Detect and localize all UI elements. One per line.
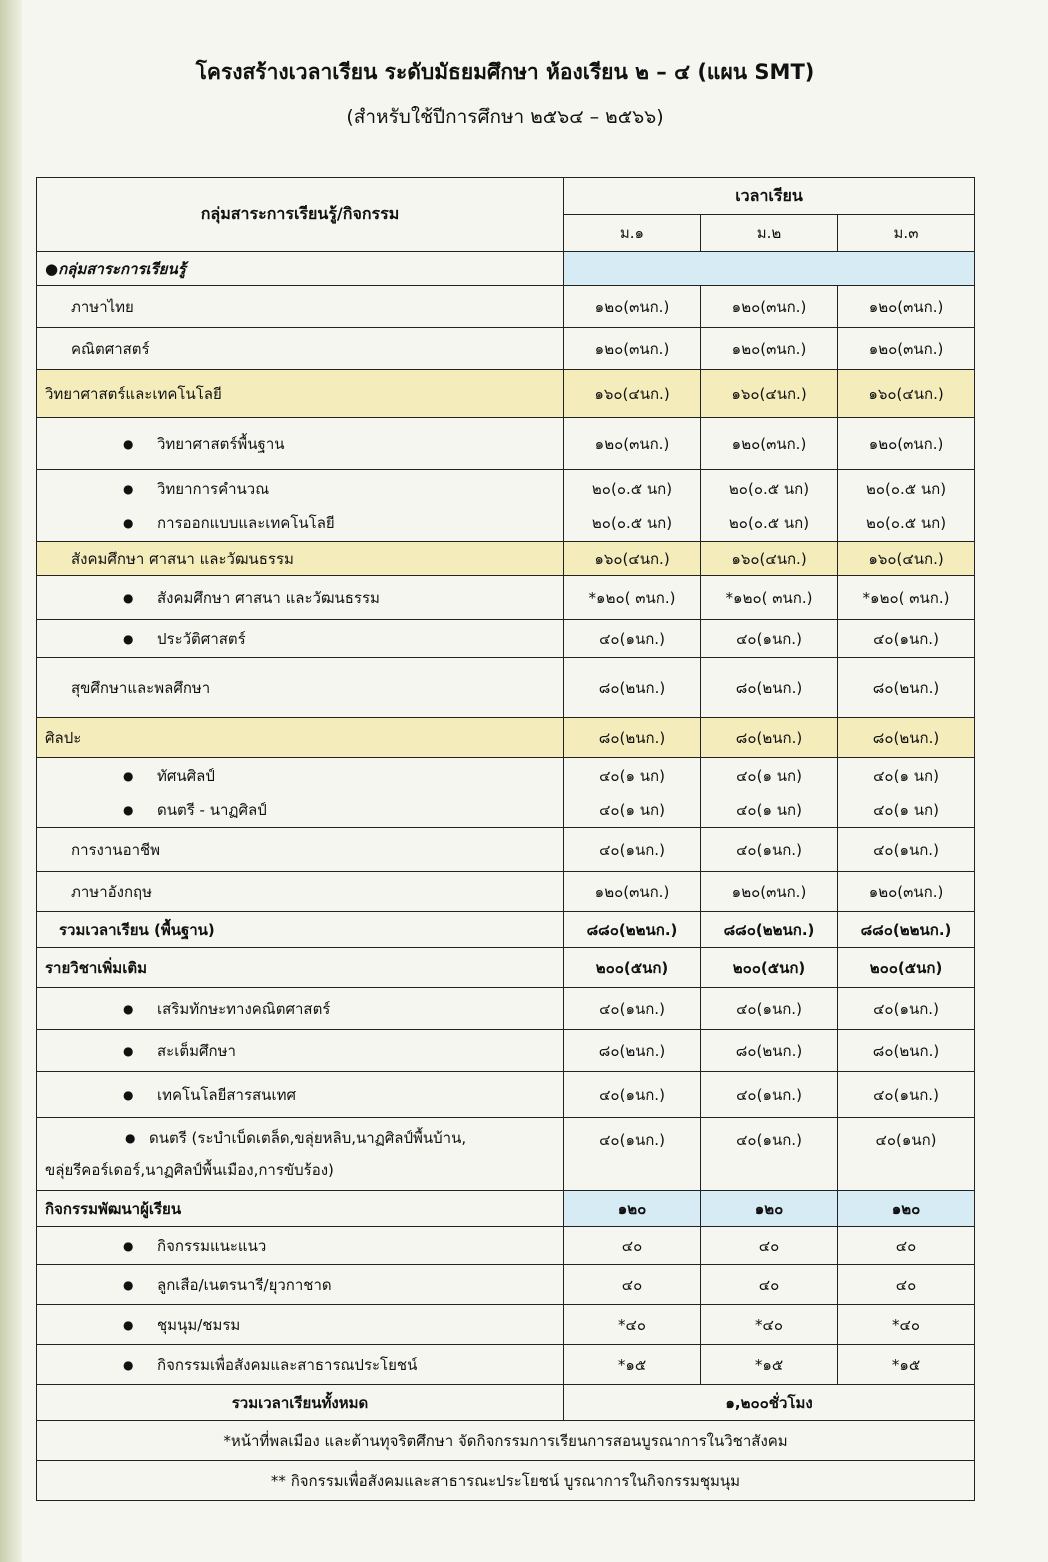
cell-m3: ๔๐ [838, 1265, 975, 1305]
row-label-cell [37, 1072, 564, 1118]
row-label-cell [37, 988, 564, 1030]
cell-m1: ๔๐ [564, 1265, 701, 1305]
bullet-icon: ● [123, 1238, 134, 1253]
value: ๔๐(๑ นก) [873, 800, 939, 819]
table-row-ict [37, 1072, 975, 1118]
table-row-public-service [37, 1345, 975, 1385]
row-label-cell [37, 1265, 564, 1305]
cell-m2: ๘๐(๒นก.) [701, 1030, 838, 1072]
cell-m2: ๔๐(๑นก.) [701, 620, 838, 658]
cell-m2: ๘๐(๒นก.) [701, 718, 838, 758]
row-label-continued: ขลุ่ยรีคอร์เดอร์,นาฏศิลป์พื้นเมือง,การขับร้อง) [45, 1161, 334, 1179]
row-label: การออกแบบและเทคโนโลยี [157, 513, 335, 532]
cell-m3: ๔๐(๑นก.) [838, 988, 975, 1030]
row-label-cell [37, 1118, 564, 1191]
cell-m1: ๔๐(๑นก.) [564, 988, 701, 1030]
row-label: กิจกรรมแนะแนว [157, 1236, 267, 1255]
header-row-1 [37, 178, 975, 215]
cell-m3: ๑๒๐(๓นก.) [838, 872, 975, 912]
table-row-english [37, 872, 975, 912]
page-subtitle: (สำหรับใช้ปีการศึกษา ๒๕๖๔ – ๒๕๖๖) [346, 106, 664, 128]
row-label: คณิตศาสตร์ [37, 328, 564, 370]
value: ๔๐(๑ นก) [599, 800, 665, 819]
page-edge-shadow [0, 0, 22, 1562]
cell-m2: ๔๐(๑นก.) [701, 988, 838, 1030]
section-core-label: ●กลุ่มสาระการเรียนรู้ [37, 252, 564, 286]
cell-m1 [564, 470, 701, 542]
cell-m1: ๘๐(๒นก.) [564, 1030, 701, 1072]
header-grade-3: ม.๓ [838, 215, 975, 252]
table-row-guidance [37, 1227, 975, 1265]
table-row-total-basic [37, 912, 975, 948]
cell-m2: ๑๒๐(๓นก.) [701, 328, 838, 370]
cell-m2: *๔๐ [701, 1305, 838, 1345]
cell-m3: ๑๒๐ [838, 1191, 975, 1227]
row-label: กิจกรรมพัฒนาผู้เรียน [37, 1191, 564, 1227]
cell-m3: ๑๒๐(๓นก.) [838, 328, 975, 370]
table-row-grand-total [37, 1385, 975, 1421]
cell-m1: ๑๖๐(๔นก.) [564, 370, 701, 418]
row-label-cell [37, 1345, 564, 1385]
bullet-icon: ● [123, 1087, 134, 1102]
table-row-computing-design [37, 470, 975, 542]
table-row-music-extra [37, 1118, 975, 1191]
bullet-icon: ● [123, 631, 134, 646]
row-label: วิทยาการคำนวณ [157, 479, 270, 498]
cell-m3: ๑๖๐(๔นก.) [838, 370, 975, 418]
footnote-1: *หน้าที่พลเมือง และต้านทุจริตศึกษา จัดกิจกรรมการเรียนการสอนบูรณาการในวิชาสังคม [37, 1421, 975, 1461]
row-label: ลูกเสือ/เนตรนารี/ยุวกาชาด [157, 1275, 332, 1294]
row-label: สะเต็มศึกษา [157, 1041, 236, 1060]
value: ๔๐(๑ นก) [873, 766, 939, 785]
row-label-cell [37, 620, 564, 658]
row-label: เทคโนโลยีสารสนเทศ [157, 1085, 296, 1104]
value: ๔๐(๑ นก) [736, 766, 802, 785]
table-row-social [37, 542, 975, 576]
row-label: ทัศนศิลป์ [157, 766, 215, 785]
header-subject: กลุ่มสาระการเรียนรู้/กิจกรรม [37, 178, 564, 252]
grand-total-value: ๑,๒๐๐ชั่วโมง [564, 1385, 975, 1421]
cell-m2: ๔๐ [701, 1227, 838, 1265]
cell-m3: *๔๐ [838, 1305, 975, 1345]
cell-m3: ๔๐(๑นก.) [838, 828, 975, 872]
row-label-cell [37, 1227, 564, 1265]
cell-m3: ๑๖๐(๔นก.) [838, 542, 975, 576]
cell-m2 [701, 758, 838, 828]
cell-m3: ๒๐๐(๕นก) [838, 948, 975, 988]
bullet-icon: ● [123, 481, 134, 496]
value: ๒๐(๐.๕ นก) [728, 479, 810, 498]
table-row-steam [37, 1030, 975, 1072]
value: ๒๐(๐.๕ นก) [865, 513, 947, 532]
table-row-arts [37, 718, 975, 758]
bullet-icon: ● [123, 1277, 134, 1292]
value: ๒๐(๐.๕ นก) [591, 513, 673, 532]
cell-m3: ๘๐(๒นก.) [838, 718, 975, 758]
table-row-history [37, 620, 975, 658]
row-label-cell [37, 758, 564, 828]
cell-m1: ๔๐(๑นก.) [564, 620, 701, 658]
table-row-math-skill [37, 988, 975, 1030]
value: ๔๐(๑ นก) [599, 766, 665, 785]
row-label: ภาษาอังกฤษ [37, 872, 564, 912]
header-time: เวลาเรียน [564, 178, 975, 215]
cell-m1: ๑๖๐(๔นก.) [564, 542, 701, 576]
cell-m2: ๔๐(๑นก.) [701, 828, 838, 872]
cell-m2: ๘๘๐(๒๒นก.) [701, 912, 838, 948]
cell-m2: ๑๖๐(๔นก.) [701, 542, 838, 576]
row-label: ดนตรี (ระบำเบ็ดเตล็ด,ขลุ่ยหลิบ,นาฏศิลป์พื้นบ้าน, [149, 1129, 467, 1147]
table-row-thai [37, 286, 975, 328]
value: ๒๐(๐.๕ นก) [728, 513, 810, 532]
value: ๒๐(๐.๕ นก) [591, 479, 673, 498]
row-label: ประวัติศาสตร์ [157, 629, 246, 648]
cell-m2: ๑๒๐(๓นก.) [701, 286, 838, 328]
cell-m1: ๔๐ [564, 1227, 701, 1265]
cell-m1: ๘๐(๒นก.) [564, 718, 701, 758]
cell-m1: *๔๐ [564, 1305, 701, 1345]
bullet-icon: ● [123, 1043, 134, 1058]
cell-m1: ๒๐๐(๕นก) [564, 948, 701, 988]
cell-m1: ๘๘๐(๒๒นก.) [564, 912, 701, 948]
row-label: รายวิชาเพิ่มเติม [37, 948, 564, 988]
note-row-1 [37, 1421, 975, 1461]
cell-m1: ๔๐(๑นก.) [564, 828, 701, 872]
row-label: เสริมทักษะทางคณิตศาสตร์ [157, 999, 331, 1018]
section-core-fill [564, 252, 975, 286]
row-label-cell [37, 418, 564, 470]
cell-m2: ๔๐(๑นก.) [701, 1072, 838, 1118]
row-label: วิทยาศาสตร์และเทคโนโลยี [37, 370, 564, 418]
cell-m2: ๑๒๐ [701, 1191, 838, 1227]
row-label-cell [37, 470, 564, 542]
value: ๔๐(๑ นก) [736, 800, 802, 819]
row-label: รวมเวลาเรียน (พื้นฐาน) [37, 912, 564, 948]
table-row-activities [37, 1191, 975, 1227]
cell-m3 [838, 758, 975, 828]
table-row-arts-sub [37, 758, 975, 828]
cell-m1: ๑๒๐(๓นก.) [564, 872, 701, 912]
cell-m1: ๑๒๐(๓นก.) [564, 286, 701, 328]
cell-m1: ๔๐(๑นก.) [564, 1072, 701, 1118]
cell-m2: ๑๖๐(๔นก.) [701, 370, 838, 418]
cell-m2: *๑๕ [701, 1345, 838, 1385]
bullet-icon: ● [123, 436, 134, 451]
cell-m3: ๘๐(๒นก.) [838, 1030, 975, 1072]
cell-m2: ๒๐๐(๕นก) [701, 948, 838, 988]
row-label: ภาษาไทย [37, 286, 564, 328]
cell-m3: ๑๒๐(๓นก.) [838, 286, 975, 328]
cell-m2: *๑๒๐( ๓นก.) [701, 576, 838, 620]
bullet-icon: ● [123, 1317, 134, 1332]
row-label-cell [37, 1030, 564, 1072]
table-row-math [37, 328, 975, 370]
bullet-icon: ● [123, 768, 134, 783]
cell-m2: ๑๒๐(๓นก.) [701, 418, 838, 470]
table-row-science-basic [37, 418, 975, 470]
table-row-clubs [37, 1305, 975, 1345]
row-label: ชุมนุม/ชมรม [157, 1315, 241, 1334]
bullet-icon: ● [123, 1001, 134, 1016]
table-row-scouts [37, 1265, 975, 1305]
table-row-career [37, 828, 975, 872]
row-label: วิทยาศาสตร์พื้นฐาน [157, 434, 285, 453]
row-label: สังคมศึกษา ศาสนา และวัฒนธรรม [37, 542, 564, 576]
bullet-icon: ● [123, 590, 134, 605]
value: ๒๐(๐.๕ นก) [865, 479, 947, 498]
row-label-cell [37, 1305, 564, 1345]
table-row-social-sub [37, 576, 975, 620]
table-row-science [37, 370, 975, 418]
bullet-icon: ● [123, 1357, 134, 1372]
row-label-cell [37, 576, 564, 620]
row-label: การงานอาชีพ [37, 828, 564, 872]
header-grade-1: ม.๑ [564, 215, 701, 252]
cell-m3: *๑๒๐( ๓นก.) [838, 576, 975, 620]
bullet-icon: ● [123, 515, 134, 530]
cell-m3: ๔๐(๑นก) [838, 1118, 975, 1191]
page-title: โครงสร้างเวลาเรียน ระดับมัธยมศึกษา ห้องเรียน ๒ – ๔ (แผน SMT) [195, 60, 815, 84]
table-row-health [37, 658, 975, 718]
bullet-icon: ● [123, 802, 134, 817]
footnote-2: ** กิจกรรมเพื่อสังคมและสาธารณะประโยชน์ บูรณาการในกิจกรรมชุมนุม [37, 1461, 975, 1501]
row-label: ดนตรี - นาฏศิลป์ [157, 800, 267, 819]
cell-m3: ๘๐(๒นก.) [838, 658, 975, 718]
header-grade-2: ม.๒ [701, 215, 838, 252]
cell-m3: ๔๐ [838, 1227, 975, 1265]
cell-m1: ๔๐(๑นก.) [564, 1118, 701, 1191]
cell-m1: *๑๕ [564, 1345, 701, 1385]
cell-m2: ๔๐ [701, 1265, 838, 1305]
cell-m1: ๘๐(๒นก.) [564, 658, 701, 718]
cell-m2: ๑๒๐(๓นก.) [701, 872, 838, 912]
cell-m3: ๑๒๐(๓นก.) [838, 418, 975, 470]
bullet-icon: ● [125, 1131, 136, 1145]
cell-m3: ๔๐(๑นก.) [838, 1072, 975, 1118]
row-label: ศิลปะ [37, 718, 564, 758]
cell-m3: ๔๐(๑นก.) [838, 620, 975, 658]
cell-m1: ๑๒๐(๓นก.) [564, 328, 701, 370]
cell-m3: *๑๕ [838, 1345, 975, 1385]
grand-total-label: รวมเวลาเรียนทั้งหมด [37, 1385, 564, 1421]
row-label: สังคมศึกษา ศาสนา และวัฒนธรรม [157, 588, 380, 607]
curriculum-table [36, 177, 975, 1501]
cell-m1 [564, 758, 701, 828]
table-row-additional [37, 948, 975, 988]
cell-m2: ๔๐(๑นก.) [701, 1118, 838, 1191]
cell-m1: ๑๒๐(๓นก.) [564, 418, 701, 470]
row-label: สุขศึกษาและพลศึกษา [37, 658, 564, 718]
section-core-row [37, 252, 975, 286]
row-label: กิจกรรมเพื่อสังคมและสาธารณประโยชน์ [157, 1355, 418, 1374]
cell-m2 [701, 470, 838, 542]
cell-m3 [838, 470, 975, 542]
cell-m1: ๑๒๐ [564, 1191, 701, 1227]
note-row-2 [37, 1461, 975, 1501]
cell-m3: ๘๘๐(๒๒นก.) [838, 912, 975, 948]
cell-m2: ๘๐(๒นก.) [701, 658, 838, 718]
cell-m1: *๑๒๐( ๓นก.) [564, 576, 701, 620]
